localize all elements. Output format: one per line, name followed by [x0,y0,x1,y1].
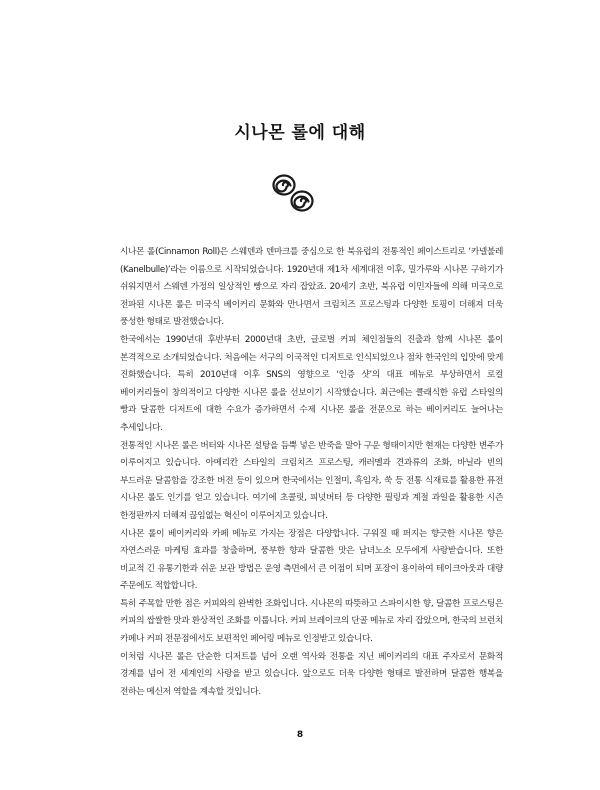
article-body [120,244,503,701]
cinnamon-roll-swirl-icon [266,167,332,221]
paragraph-conclusion: 이처럼 시나몬 롤은 단순한 디저트를 넘어 오랜 역사와 전통을 지닌 베이커리의 대표 주자로서 문화적 경계를 넘어 전 세계인의 사랑을 받고 있습니다. 앞으로도 더욱 다양한 형태로 발전하며 달콤한 행복을 전하는 메신저 역할을 계속할 것입니다. [120,651,503,697]
page-number: 8 [296,730,304,740]
page-title: 시나몬 롤에 대해 [234,123,366,143]
paragraph-coffee-pairing: 특히 주목할 만한 점은 커피와의 완벽한 조화입니다. 시나몬의 따뜻하고 스파이시한 향, 달콤한 프로스팅은 커피의 쌉쌀한 맛과 환상적인 조화를 이룹니다. 커피 브레이크의 단골 메뉴로 자리 잡았으며, 한국의 브런치 카페나 커피 전문점에서도 보편적인 페어링 메뉴로 인정받고 있습니다. [120,598,503,645]
paragraph-menu-advantages: 시나몬 롤이 베이커리와 카페 메뉴로 가지는 장점은 다양합니다. 구워질 때 퍼지는 향긋한 시나몬 향은 자연스러운 마케팅 효과를 창출하며, 풍부한 향과 달콤한 맛은 남녀노소 모두에게 사랑받습니다. 또한 비교적 긴 유통기한과 쉬운 보관 방법은 운영 측면에서 큰 이점이 되며 포장이 용이하여 테이크아웃과 대량 주문에도 적합합니다. [120,528,503,592]
paragraph-variations: 전통적인 시나몬 롤은 버터와 시나몬 설탕을 듬뿍 넣은 반죽을 말아 구운 형태이지만 현재는 다양한 변주가 이루어지고 있습니다. 아메리칸 스타일의 크림치즈 프로스팅, 캐러멜과 견과류의 조화, 바닐라 빈의 부드러운 달콤함을 강조한 버전 등이 있으며 한국에서는 인절미, 흑임자, 쑥 등 전통 식재료를 활용한 퓨전 시나몬 롤도 인기를 얻고 있습니다. 여기에 초콜릿, 피넛버터 등 다양한 필링과 계절 과일을 활용한 시즌 한정판까지 더해져 끊임없는 혁신이 이루어지고 있습니다. [120,440,503,521]
paragraph-history: 시나몬 롤(Cinnamon Roll)은 스웨덴과 덴마크를 중심으로 한 북유럽의 전통적인 페이스트리로 ‘카넬불레(Kanelbulle)’라는 이름으로 시작되었습니다. 1920년대 제1차 세계대전 이후, 밀가루와 시나몬 구하기가 쉬워지면서 스웨덴 가정의 일상적인 빵으로 자리 잡았죠. 20세기 초반, 북유럽 이민자들에 의해 미국으로 전파된 시나몬 롤은 미국식 베이커리 문화와 만나면서 크림치즈 프로스팅과 다양한 토핑이 더해져 더욱 풍성한 형태로 발전했습니다. [120,247,503,328]
paragraph-korea-introduction: 한국에서는 1990년대 후반부터 2000년대 초반, 글로벌 커피 체인점들의 진출과 함께 시나몬 롤이 본격적으로 소개되었습니다. 처음에는 서구의 이국적인 디저트로 인식되었으나 점차 한국인의 입맛에 맞게 진화했습니다. 특히 2010년대 이후 SNS의 영향으로 ‘인증 샷’의 대표 메뉴로 부상하면서 로컬 베이커리들이 창의적이고 다양한 시나몬 롤을 선보이기 시작했습니다. 최근에는 클래식한 유럽 스타일의 빵과 달콤한 디저트에 대한 수요가 증가하면서 수제 시나몬 롤을 전문으로 하는 베이커리도 늘어나는 추세입니다. [120,334,503,433]
